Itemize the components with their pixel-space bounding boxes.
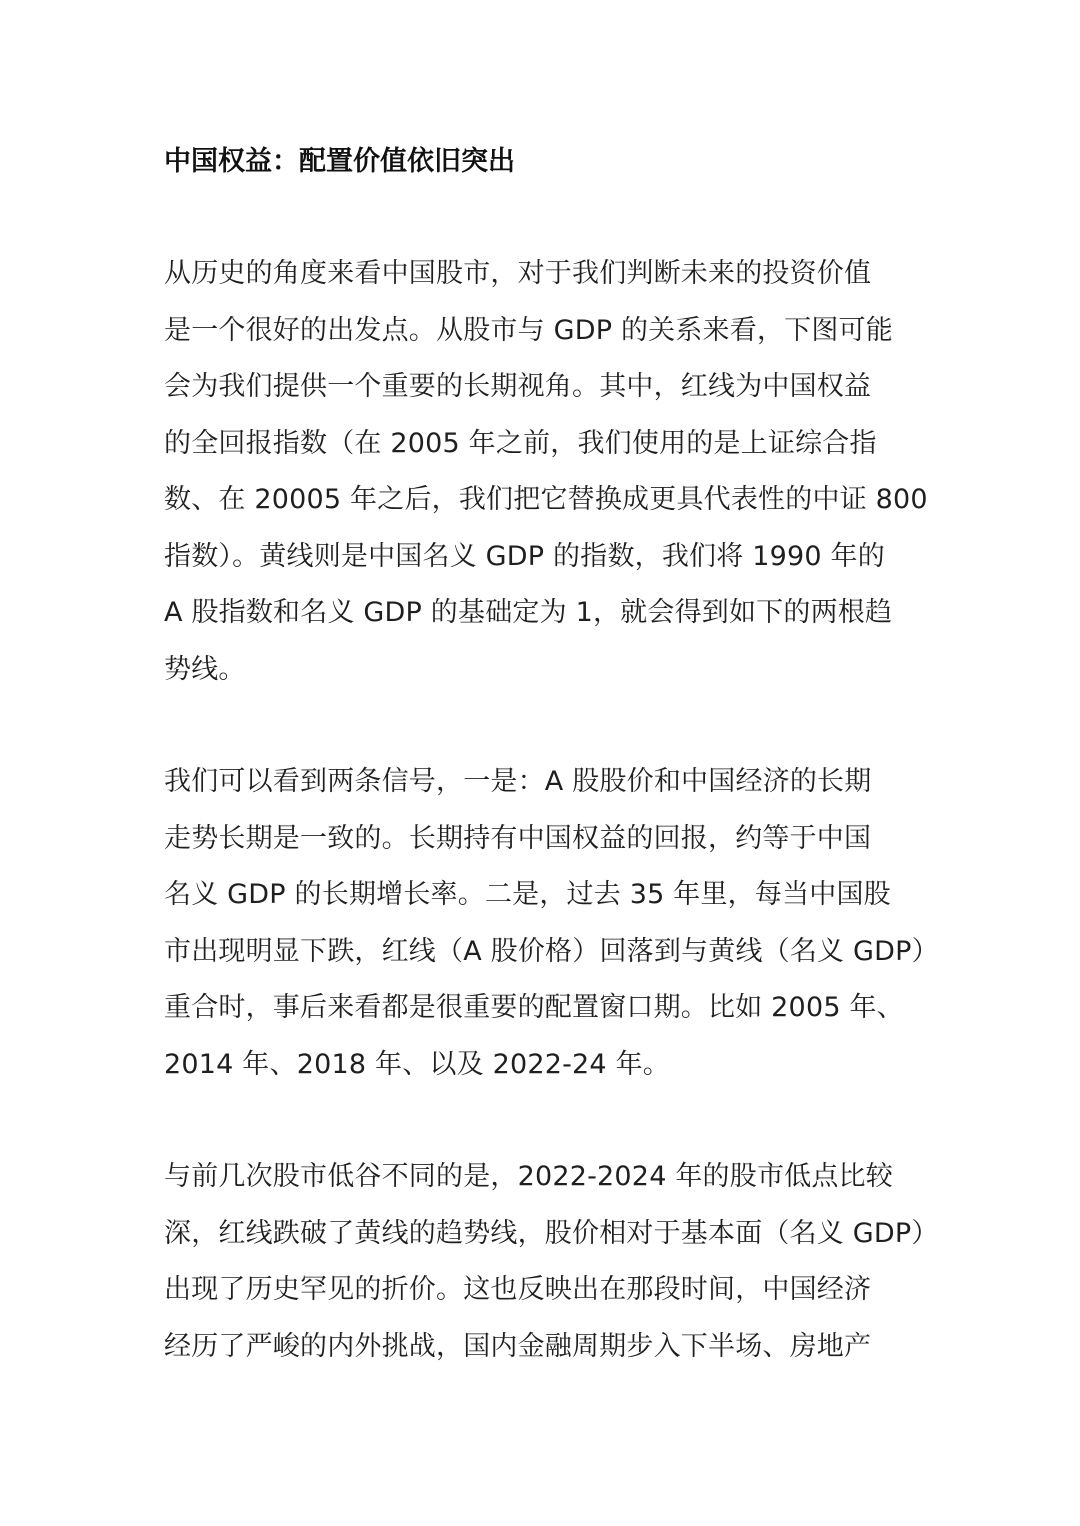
paragraph-line: 是一个很好的出发点。从股市与 GDP 的关系来看，下图可能	[164, 314, 893, 346]
paragraph-line: 会为我们提供一个重要的长期视角。其中，红线为中国权益	[164, 371, 872, 402]
paragraph-line: 2014 年、2018 年、以及 2022-24 年。	[164, 1048, 670, 1080]
paragraph-3	[164, 1149, 939, 1375]
paragraph-line: A 股指数和名义 GDP 的基础定为 1，就会得到如下的两根趋	[164, 597, 893, 628]
paragraph-line: 我们可以看到两条信号，一是：A 股股价和中国经济的长期	[164, 766, 872, 797]
paragraph-line: 势线。	[164, 653, 246, 685]
paragraph-line: 经历了严峻的内外挑战，国内金融周期步入下半场、房地产	[164, 1330, 872, 1362]
paragraph-line: 的全回报指数（在 2005 年之前，我们使用的是上证综合指	[164, 427, 877, 459]
paragraph-line: 从历史的角度来看中国股市，对于我们判断未来的投资价值	[164, 258, 872, 289]
paragraph-line: 走势长期是一致的。长期持有中国权益的回报，约等于中国	[164, 822, 872, 854]
paragraph-1	[164, 246, 928, 698]
paragraph-2	[164, 754, 939, 1093]
paragraph-line: 与前几次股市低谷不同的是，2022-2024 年的股市低点比较	[164, 1161, 893, 1192]
paragraph-line: 出现了历史罕见的折价。这也反映出在那段时间，中国经济	[164, 1274, 872, 1305]
paragraph-line: 重合时，事后来看都是很重要的配置窗口期。比如 2005 年、	[164, 992, 904, 1023]
paragraph-line: 指数）。黄线则是中国名义 GDP 的指数，我们将 1990 年的	[164, 540, 885, 572]
paragraph-line: 名义 GDP 的长期增长率。二是，过去 35 年里，每当中国股	[164, 879, 891, 910]
paragraph-line: 市出现明显下跌，红线（A 股价格）回落到与黄线（名义 GDP）	[164, 935, 939, 967]
paragraph-line: 深，红线跌破了黄线的趋势线，股价相对于基本面（名义 GDP）	[164, 1217, 939, 1249]
article-heading: 中国权益：配置价值依旧突出	[164, 146, 515, 177]
paragraph-line: 数、在 20005 年之后，我们把它替换成更具代表性的中证 800	[164, 484, 928, 515]
